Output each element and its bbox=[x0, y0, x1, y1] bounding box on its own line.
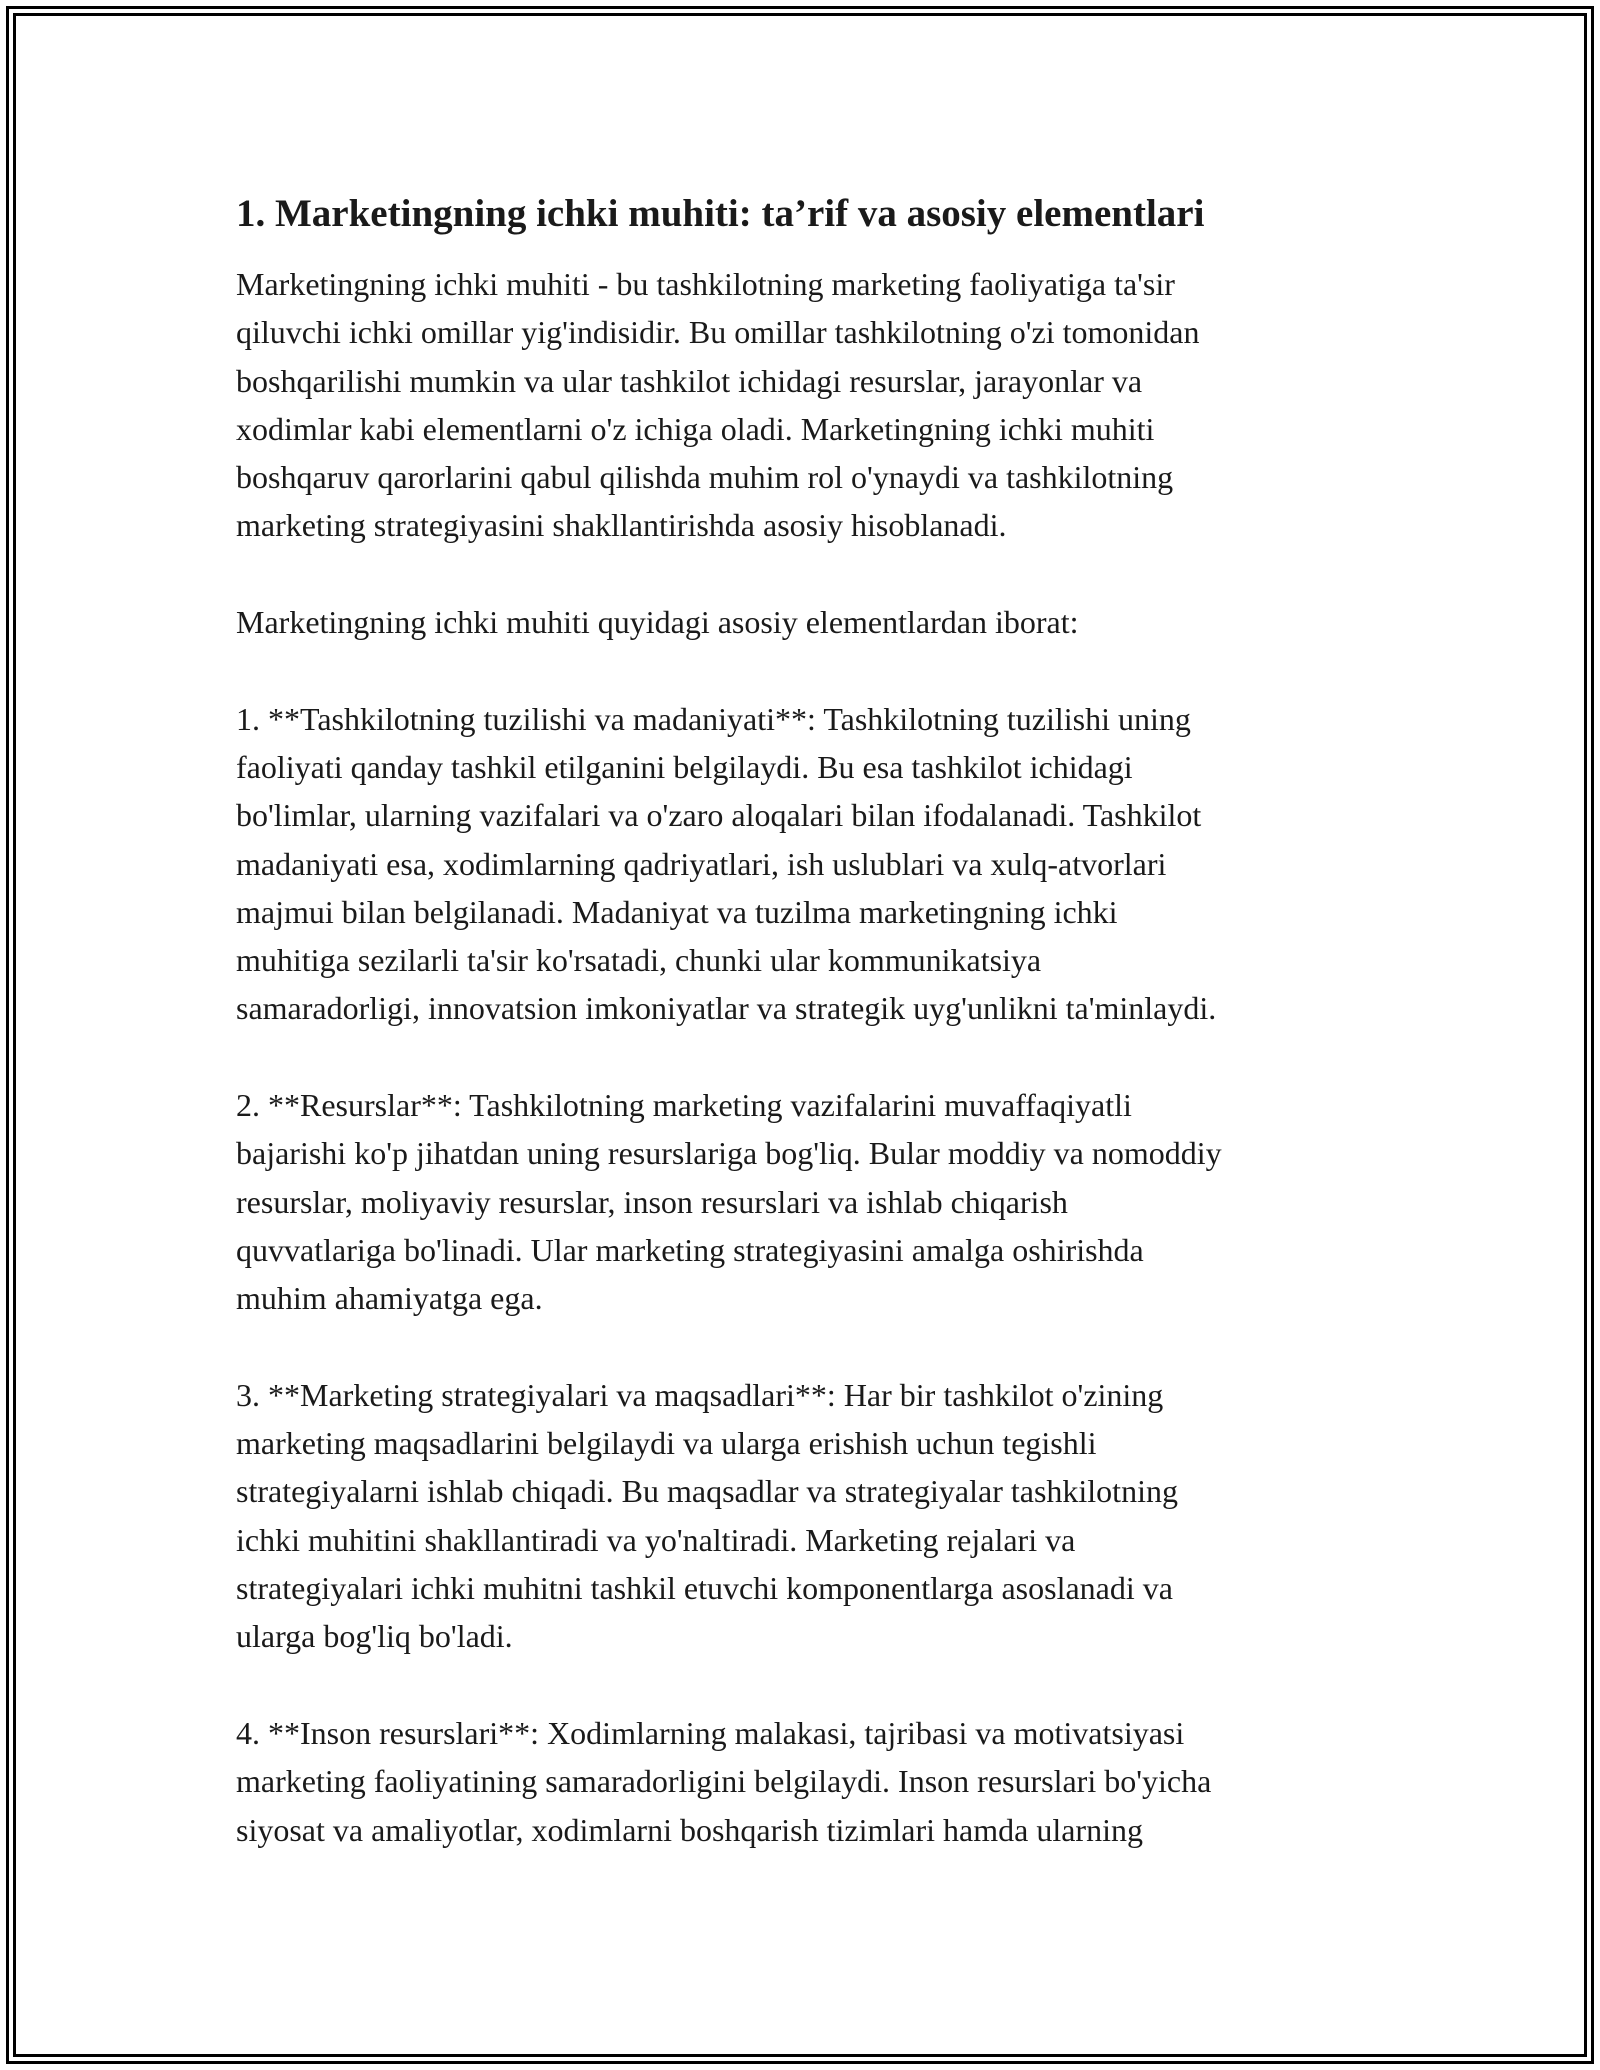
page-title: 1. Marketingning ichki muhiti: ta’rif va asosiy elementlari bbox=[236, 192, 1205, 235]
intro-paragraph: Marketingning ichki muhiti - bu tashkilotning marketing faoliyatiga ta'sir qiluvchi ichki omillar yig'indisidir. Bu omillar tashkilotning o'zi tomonidan boshqarilishi mumkin va ular tashkilot ichidagi resurslar, jarayonlar va xodimlar kabi elementlarni o'z ichiga oladi. Marketingning ichki muhiti boshqaruv qarorlarini qabul qilishda muhim rol o'ynaydi va tashkilotning marketing strategiyasini shakllantirishda asosiy hisoblanadi. bbox=[236, 266, 1200, 544]
list-item-resources: 2. **Resurslar**: Tashkilotning marketing vazifalarini muvaffaqiyatli bajarishi ko'p jihatdan uning resurslariga bog'liq. Bular moddiy va nomoddiy resurslar, moliyaviy resurslar, inson resurslari va ishlab chiqarish quvvatlariga bo'linadi. Ular marketing strategiyasini amalga oshirishda muhim ahamiyatga ega. bbox=[236, 1087, 1222, 1317]
elements-intro-paragraph: Marketingning ichki muhiti quyidagi asosiy elementlardan iborat: bbox=[236, 604, 1079, 641]
list-item-structure-culture: 1. **Tashkilotning tuzilishi va madaniyati**: Tashkilotning tuzilishi uning faoliyati qanday tashkil etilganini belgilaydi. Bu esa tashkilot ichidagi bo'limlar, ularning vazifalari va o'zaro aloqalari bilan ifodalanadi. Tashkilot madaniyati esa, xodimlarning qadriyatlari, ish uslublari va xulq-atvorlari majmui bilan belgilanadi. Madaniyat va tuzilma marketingning ichki muhitiga sezilarli ta'sir ko'rsatadi, chunki ular kommunikatsiya samaradorligi, innovatsion imkoniyatlar va strategik uyg'unlikni ta'minlaydi. bbox=[236, 700, 1217, 1027]
document-body bbox=[236, 188, 1386, 1902]
list-item-human-resources: 4. **Inson resurslari**: Xodimlarning malakasi, tajribasi va motivatsiyasi marketing faoliyatining samaradorligini belgilaydi. Inson resurslari bo'yicha siyosat va amaliyotlar, xodimlarni boshqarish tizimlari hamda ularning bbox=[236, 1714, 1212, 1848]
list-item-strategies-goals: 3. **Marketing strategiyalari va maqsadlari**: Har bir tashkilot o'zining marketing maqsadlarini belgilaydi va ularga erishish uchun tegishli strategiyalarni ishlab chiqadi. Bu maqsadlar va strategiyalar tashkilotning ichki muhitini shakllantiradi va yo'naltiradi. Marketing rejalari va strategiyalari ichki muhitni tashkil etuvchi komponentlarga asoslanadi va ularga bog'liq bo'ladi. bbox=[236, 1376, 1178, 1655]
